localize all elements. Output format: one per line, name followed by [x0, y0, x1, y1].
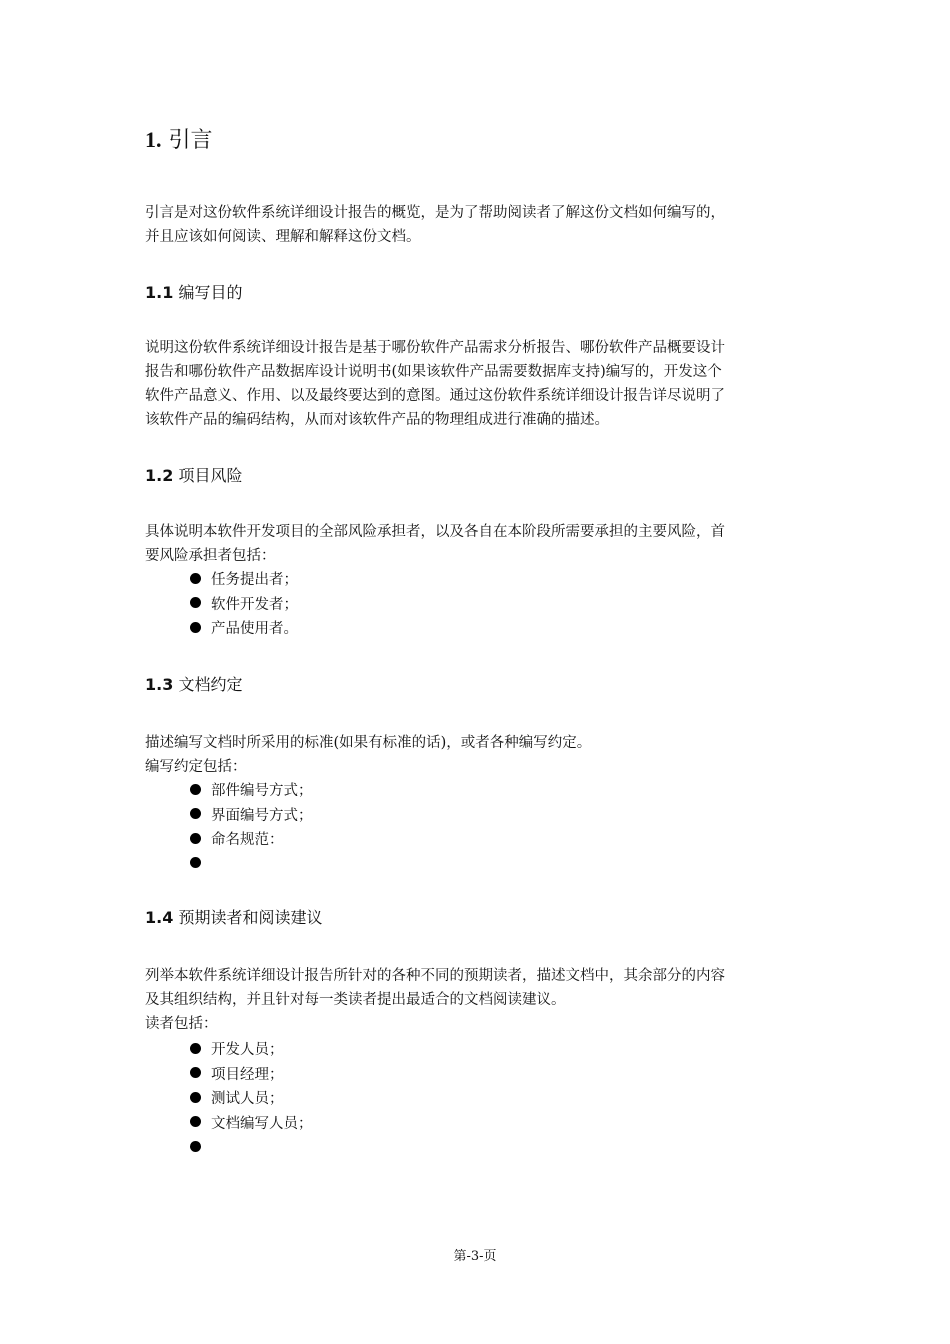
section-1-1-number: 1.1: [145, 283, 174, 302]
section-1-2-title: 项目风险: [178, 466, 243, 485]
bullet-icon: [190, 1067, 201, 1078]
paragraph-line: 读者包括：: [145, 1016, 218, 1032]
section-1-heading: [145, 124, 213, 157]
section-1-1-heading: [145, 280, 242, 306]
section-1-4-title: 预期读者和阅读建议: [178, 908, 323, 927]
paragraph-line: 引言是对这份软件系统详细设计报告的概览，是为了帮助阅读者了解这份文档如何编写的，: [145, 205, 725, 221]
paragraph-line: 说明这份软件系统详细设计报告是基于哪份软件产品需求分析报告、哪份软件产品概要设计: [145, 340, 725, 356]
bullet-icon: [190, 1141, 201, 1152]
section-1-2-number: 1.2: [145, 466, 174, 485]
list-item-text: 测试人员；: [211, 1091, 284, 1107]
list-item: [190, 804, 313, 829]
section-1-3-bullet-list: [190, 779, 313, 877]
section-1-4-bullet-list: [190, 1038, 313, 1161]
section-1-3-body: [145, 731, 815, 779]
paragraph-line: 报告和哪份软件产品数据库设计说明书(如果该软件产品需要数据库支持)编写的，开发这个: [145, 364, 722, 380]
list-item: [190, 853, 313, 878]
bullet-icon: [190, 1116, 201, 1127]
paragraph-line: 及其组织结构，并且针对每一类读者提出最适合的文档阅读建议。: [145, 992, 566, 1008]
section-1-4-heading: [145, 905, 322, 931]
section-1-intro: [145, 201, 815, 249]
section-1-2-heading: [145, 463, 242, 489]
list-item: [190, 1038, 313, 1063]
bullet-icon: [190, 622, 201, 633]
list-item-text: 项目经理；: [211, 1066, 284, 1083]
list-item: [190, 617, 298, 642]
section-1-2-bullet-list: [190, 568, 298, 642]
section-1-3-heading: [145, 672, 242, 698]
paragraph-line: 编写约定包括：: [145, 759, 247, 775]
paragraph-line: 描述编写文档时所采用的标准(如果有标准的话)，或者各种编写约定。: [145, 735, 592, 751]
list-item-text: 软件开发者；: [211, 596, 298, 613]
list-item: [190, 779, 313, 804]
list-item: [190, 1112, 313, 1137]
list-item-text: 文档编写人员；: [211, 1115, 313, 1132]
list-item-text: 开发人员；: [211, 1042, 284, 1058]
section-1-3-number: 1.3: [145, 675, 174, 694]
section-1-3-title: 文档约定: [178, 675, 243, 694]
list-item: [190, 593, 298, 618]
list-item: [190, 1087, 313, 1112]
bullet-icon: [190, 573, 201, 584]
paragraph-line: 该软件产品的编码结构，从而对该软件产品的物理组成进行准确的描述。: [145, 412, 609, 428]
paragraph-line: 软件产品意义、作用、以及最终要达到的意图。通过这份软件系统详细设计报告详尽说明了: [145, 388, 725, 404]
list-item-text: 界面编号方式；: [211, 807, 313, 824]
bullet-icon: [190, 1043, 201, 1054]
section-1-1-body: [145, 336, 815, 432]
section-1-title: 引言: [168, 128, 213, 153]
paragraph-line: 要风险承担者包括：: [145, 548, 276, 564]
list-item: [190, 828, 313, 853]
list-item: [190, 1063, 313, 1088]
section-1-4-body: [145, 964, 815, 1036]
section-1-1-title: 编写目的: [178, 283, 243, 302]
list-item: [190, 1136, 313, 1161]
paragraph-line: 并且应该如何阅读、理解和解释这份文档。: [145, 229, 421, 245]
list-item-text: 命名规范：: [211, 832, 284, 848]
bullet-icon: [190, 597, 201, 608]
list-item: [190, 568, 298, 593]
bullet-icon: [190, 1092, 201, 1103]
section-1-4-number: 1.4: [145, 908, 174, 927]
list-item-text: 任务提出者；: [211, 572, 298, 588]
paragraph-line: 具体说明本软件开发项目的全部风险承担者，以及各自在本阶段所需要承担的主要风险，首: [145, 524, 725, 540]
bullet-icon: [190, 808, 201, 819]
paragraph-line: 列举本软件系统详细设计报告所针对的各种不同的预期读者，描述文档中，其余部分的内容: [145, 968, 725, 984]
bullet-icon: [190, 833, 201, 844]
bullet-icon: [190, 857, 201, 868]
bullet-icon: [190, 784, 201, 795]
page-number-footer: 第-3-页: [453, 1249, 497, 1264]
list-item-text: 产品使用者。: [211, 621, 298, 637]
section-1-number: 1.: [145, 127, 162, 152]
section-1-2-body: [145, 520, 815, 568]
list-item-text: 部件编号方式；: [211, 783, 313, 799]
